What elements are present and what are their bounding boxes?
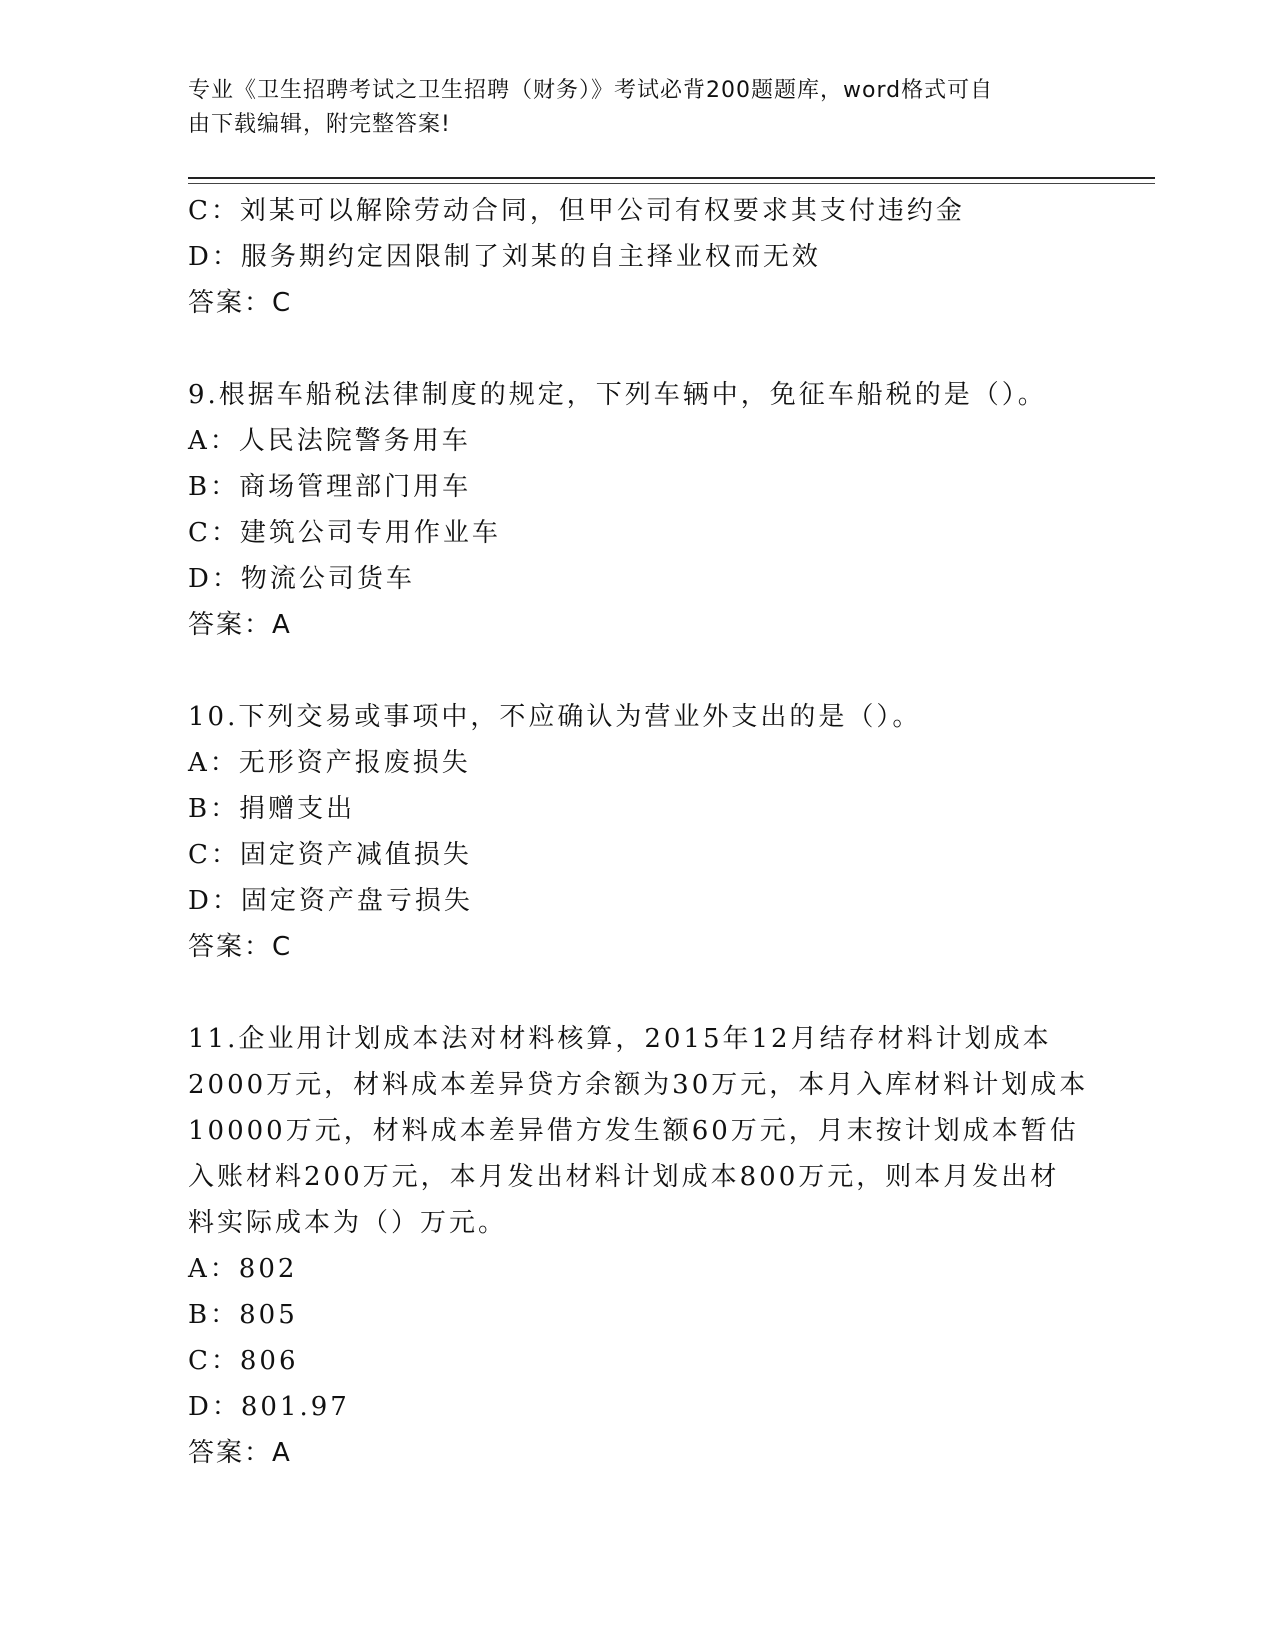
question-text: 9.根据车船税法律制度的规定，下列车辆中，免征车船税的是（）。 (188, 380, 1047, 410)
header-line-1: 专业《卫生招聘考试之卫生招聘（财务）》考试必背200题题库，word格式可自 (188, 78, 994, 103)
option-d: D：固定资产盘亏损失 (188, 886, 473, 916)
question-text-line: 10000万元，材料成本差异借方发生额60万元，月末按计划成本暂估 (188, 1116, 1079, 1146)
option-a: A：人民法院警务用车 (188, 426, 471, 456)
option-c: C：刘某可以解除劳动合同，但甲公司有权要求其支付违约金 (188, 196, 965, 226)
question-text-line: 2000万元，材料成本差异贷方余额为30万元，本月入库材料计划成本 (188, 1070, 1089, 1100)
question-10 (188, 694, 1088, 970)
spacer (188, 970, 1088, 1016)
header-rule-thick (188, 177, 1155, 179)
option-b: B：捐赠支出 (188, 794, 356, 824)
header-line-2: 由下载编辑，附完整答案! (188, 112, 451, 137)
question-8 (188, 188, 1088, 326)
option-c: C：固定资产减值损失 (188, 840, 472, 870)
answer-line: 答案：C (188, 288, 293, 318)
option-d: D：801.97 (188, 1392, 350, 1422)
answer-line: 答案：C (188, 932, 293, 962)
question-9 (188, 372, 1088, 648)
option-c: C：建筑公司专用作业车 (188, 518, 501, 548)
option-b: B：805 (188, 1300, 298, 1330)
question-text-line: 料实际成本为（）万元。 (188, 1208, 508, 1238)
question-content (188, 188, 1088, 1476)
option-b: B：商场管理部门用车 (188, 472, 472, 502)
question-11 (188, 1016, 1088, 1476)
question-text-line: 11.企业用计划成本法对材料核算，2015年12月结存材料计划成本 (188, 1024, 1052, 1054)
spacer (188, 648, 1088, 694)
spacer (188, 326, 1088, 372)
question-text-line: 入账材料200万元，本月发出材料计划成本800万元，则本月发出材 (188, 1162, 1060, 1192)
answer-line: 答案：A (188, 610, 292, 640)
document-header (188, 74, 1068, 142)
option-c: C：806 (188, 1346, 299, 1376)
question-text: 10.下列交易或事项中，不应确认为营业外支出的是（）。 (188, 702, 922, 732)
option-d: D：服务期约定因限制了刘某的自主择业权而无效 (188, 242, 821, 272)
option-d: D：物流公司货车 (188, 564, 415, 594)
option-a: A：802 (188, 1254, 298, 1284)
answer-line: 答案：A (188, 1438, 292, 1468)
header-rule-thin (188, 183, 1155, 184)
option-a: A：无形资产报废损失 (188, 748, 471, 778)
